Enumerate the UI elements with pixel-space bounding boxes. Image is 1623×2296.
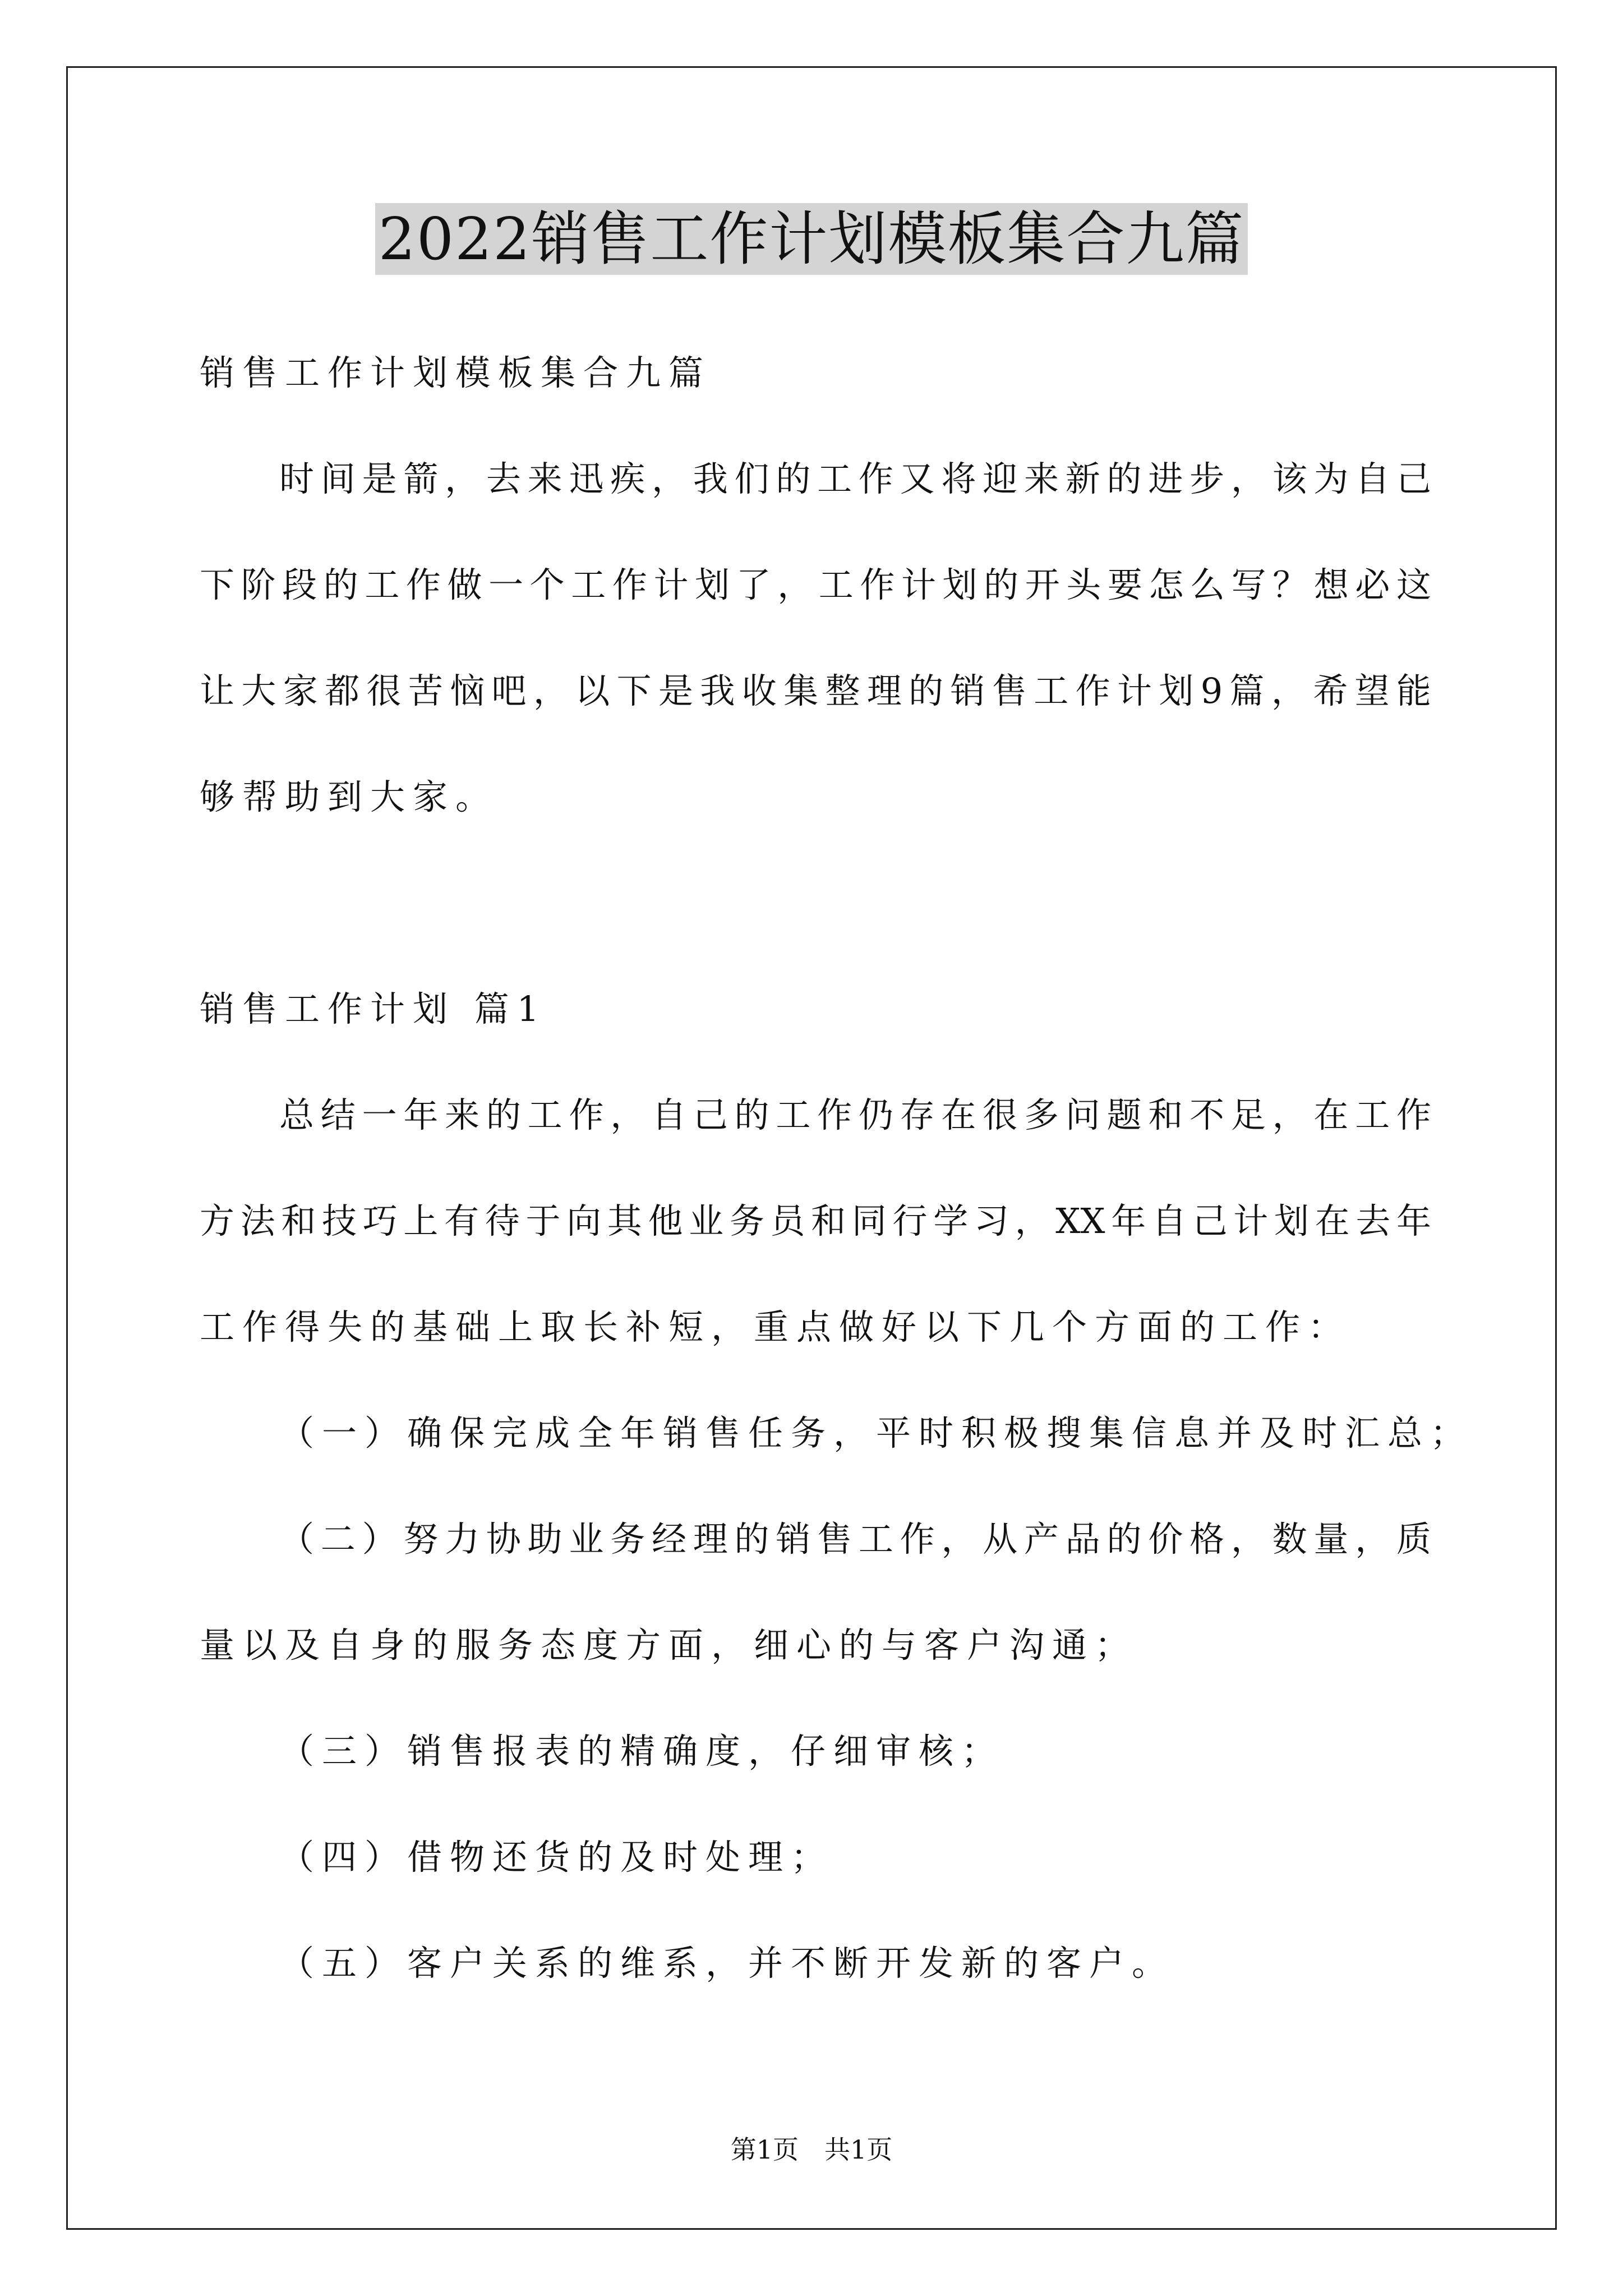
summary-line-2: 方法和技巧上有待于向其他业务员和同行学习，XX年自己计划在去年 xyxy=(200,1200,1431,1241)
summary-line-1: 总结一年来的工作，自己的工作仍存在很多问题和不足，在工作 xyxy=(279,1094,1431,1135)
list-item-2: （二）努力协助业务经理的销售工作，从产品的价格，数量，质 xyxy=(279,1519,1431,1559)
intro-line-2: 下阶段的工作做一个工作计划了，工作计划的开头要怎么写？想必这 xyxy=(200,564,1431,605)
intro-line-1: 时间是箭，去来迅疾，我们的工作又将迎来新的进步，该为自己 xyxy=(279,458,1431,499)
section-heading: 销售工作计划 篇1 xyxy=(200,988,547,1029)
page-footer: 第1页 共1页 xyxy=(730,2134,893,2165)
document-body xyxy=(200,320,1473,2016)
document-subtitle: 销售工作计划模板集合九篇 xyxy=(200,352,712,393)
list-item-5: （五）客户关系的维系，并不断开发新的客户。 xyxy=(279,1943,1175,1984)
list-item-3: （三）销售报表的精确度，仔细审核； xyxy=(279,1731,1004,1772)
list-item-4: （四）借物还货的及时处理； xyxy=(279,1837,834,1878)
paragraph-gap xyxy=(200,850,1431,956)
intro-line-4: 够帮助到大家。 xyxy=(200,776,499,817)
list-item-1: （一）确保完成全年销售任务，平时积极搜集信息并及时汇总； xyxy=(279,1412,1473,1453)
title-container xyxy=(0,203,1623,275)
summary-line-3: 工作得失的基础上取长补短，重点做好以下几个方面的工作： xyxy=(200,1306,1351,1347)
list-item-2-continued: 量以及自身的服务态度方面，细心的与客户沟通； xyxy=(200,1625,1138,1665)
intro-line-3: 让大家都很苦恼吧，以下是我收集整理的销售工作计划9篇，希望能 xyxy=(200,670,1431,711)
document-title: 2022销售工作计划模板集合九篇 xyxy=(375,203,1248,275)
